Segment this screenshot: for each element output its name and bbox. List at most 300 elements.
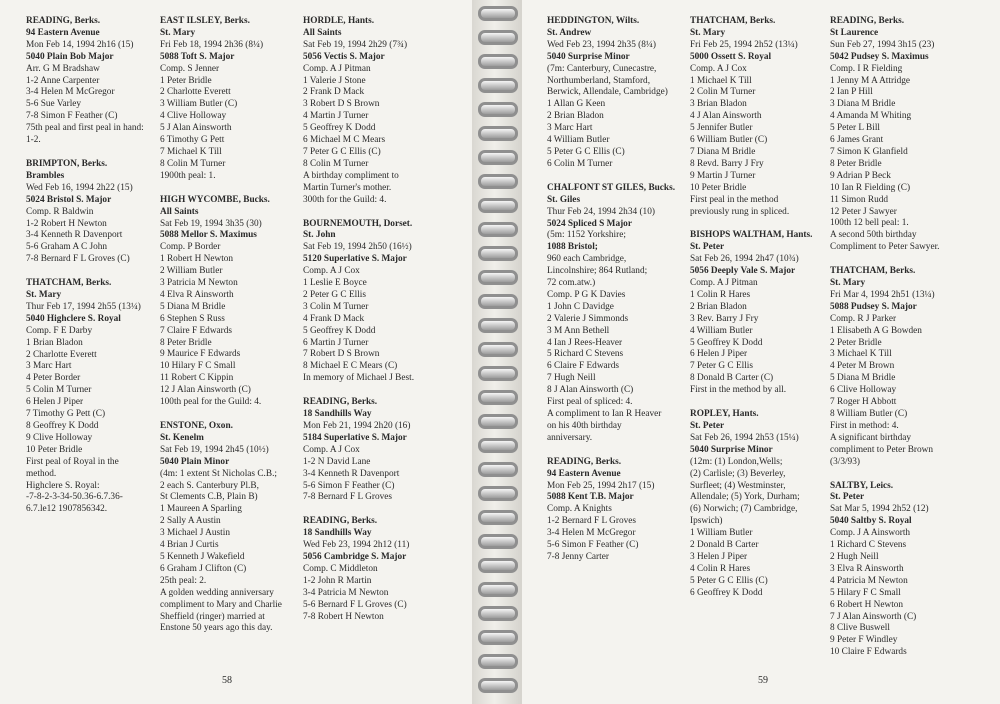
peal-line: St. John [303,230,336,241]
peal-line: 5 Geoffrey K Dodd [303,325,376,336]
peal-line: 5000 Ossett S. Royal [690,51,772,62]
peal-line: Northumberland, Stamford, [547,75,651,86]
peal-entry [690,409,828,600]
peal-line: 4 Colin R Hares [690,563,751,574]
peal-line: 5024 Spliced S Major [547,218,632,229]
binding-ring [478,486,518,501]
peal-line: St. Giles [547,194,581,205]
peal-line: Sat Feb 19, 1994 2h29 (7¾) [303,39,408,50]
peal-line: 7-8 Bernard F L Groves [303,492,392,503]
peal-line: 8 Clive Buswell [830,623,890,634]
peal-location: READING, Berks. [830,16,905,26]
peal-line: 5120 Superlative S. Major [303,254,407,265]
peal-line: 1 Leslie E Boyce [303,278,367,289]
peal-line: 2 William Butler [160,266,223,277]
peal-location: THATCHAM, Berks. [26,278,112,289]
peal-line: 6 Robert H Newton [830,599,904,610]
left-page [0,0,472,704]
peal-line: 3 Robert D S Brown [303,99,380,110]
peal-line: 4 William Butler [690,325,753,336]
peal-line: Berwick, Allendale, Cambridge) [547,87,668,98]
peal-entry [303,397,453,504]
peal-line: Mon Feb 21, 1994 2h20 (16) [303,421,411,431]
peal-line: 4 Clive Holloway [160,111,227,122]
binding-ring [478,342,518,357]
peal-entry [690,230,828,397]
peal-line: 5088 Kent T.B. Major [547,492,634,503]
peal-line: 7 Robert D S Brown [303,349,380,360]
peal-line: First peal of spliced: 4. [547,397,633,408]
peal-line: Fri Feb 18, 1994 2h36 (8¼) [160,39,264,50]
peal-line: Sat Feb 19, 1994 2h50 (16½) [303,242,412,253]
binding-ring [478,678,518,693]
peal-line: Ipswich) [690,516,723,527]
peal-line: 3 Elva R Ainsworth [830,563,904,574]
peal-line: Arr. G M Bradshaw [26,63,100,74]
binding-ring [478,510,518,525]
peal-line: 7-8 Bernard F L Groves (C) [26,254,130,265]
peal-line: (4m: 1 extent St Nicholas C.B.; [160,468,277,479]
binding-ring [478,414,518,429]
peal-line: 5 Kenneth J Wakefield [160,551,245,562]
peal-line: 7-8 Simon F Feather (C) [26,111,118,122]
peal-line: 6 Helen J Piper [690,349,748,360]
peal-line: 7 Simon K Glanfield [830,146,908,157]
peal-line: 3 Helen J Piper [690,551,748,562]
peal-location: ROPLEY, Hants. [690,409,759,420]
peal-line: 8 J Alan Ainsworth (C) [547,385,634,396]
peal-line: 2 Donald B Carter [690,540,759,551]
peal-column-6 [830,16,970,671]
peal-entry [160,16,300,183]
peal-line: 11 Robert C Kippin [160,373,234,384]
peal-line: Comp. P Border [160,242,221,253]
peal-location: HEDDINGTON, Wilts. [547,16,640,26]
peal-line: Sheffield (ringer) married at [160,611,265,622]
peal-line: 5088 Toft S. Major [160,51,235,62]
peal-line: 10 Ian R Fielding (C) [830,182,911,193]
peal-line: Comp. P G K Davies [547,289,626,300]
peal-location: READING, Berks. [303,397,378,408]
peal-line: 4 Amanda M Whiting [830,111,912,122]
peal-location: BISHOPS WALTHAM, Hants. [690,230,813,241]
peal-line: 10 Claire F Edwards [830,647,907,658]
peal-line: Comp. R Baldwin [26,206,94,217]
peal-line: 2 Charlotte Everett [160,87,231,98]
peal-line: Surfleet; (4) Westminster, [690,480,786,491]
peal-line: Comp. A J Pitman [303,63,371,74]
peal-line: 7-8 Robert H Newton [303,611,384,622]
peal-line: Brambles [26,170,65,181]
peal-line: 5 Diana M Bridle [160,301,226,312]
peal-entry [547,183,687,445]
peal-line: St Clements C.B, Plain B) [160,492,258,503]
peal-line: 3 Diana M Bridle [830,99,896,110]
peal-line: 8 Peter Bridle [830,158,882,169]
peal-line: Comp. J A Ainsworth [830,528,911,539]
peal-line: 1 Maureen A Sparling [160,504,242,515]
peal-line: First peal in the method [690,194,779,205]
peal-line: 9 Adrian P Beck [830,170,891,181]
peal-line: (12m: (1) London,Wells; [690,456,783,467]
peal-line: 1 Brian Bladon [26,337,83,348]
peal-line: 1 Jenny M A Attridge [830,75,911,86]
peal-line: 10 Peter Bridle [690,182,747,193]
peal-line: Fri Feb 25, 1994 2h52 (13¼) [690,39,798,50]
peal-line: 3 Michael J Austin [160,528,230,539]
peal-line: 5-6 Bernard F L Groves (C) [303,599,407,610]
peal-line: 25th peal: 2. [160,575,207,586]
peal-line: 6 William Butler (C) [690,135,768,146]
binding-ring [478,150,518,165]
peal-line: 8 William Butler (C) [830,409,908,419]
peal-line: 3 Brian Bladon [690,99,747,110]
peal-line: 960 each Cambridge, [547,254,627,265]
peal-line: 3 Michael K Till [830,349,892,360]
peal-entry [690,16,828,218]
peal-line: 1-2 Robert H Newton [26,218,107,229]
peal-line: Lincolnshire; 864 Rutland; [547,266,648,277]
peal-line: 1-2 John R Martin [303,575,372,586]
peal-line: 100th 12 bell peal: 1. [830,218,909,229]
peal-column-4 [547,16,687,576]
peal-line: 6 Helen J Piper [26,397,84,408]
peal-column-2 [160,16,300,647]
peal-line: A significant birthday [830,432,912,443]
peal-line: 8 Michael E C Mears (C) [303,361,398,372]
peal-entry [830,266,970,468]
peal-line: 2 Valerie J Simmonds [547,313,629,324]
peal-line: All Saints [160,206,199,217]
peal-line: compliment to Mary and Charlie [160,599,282,610]
peal-location: READING, Berks. [26,16,101,26]
peal-line: Allendale; (5) York, Durham; [690,492,800,503]
peal-line: St. Mary [690,27,726,38]
peal-line: 100th peal for the Guild: 4. [160,397,262,408]
peal-line: 5 Geoffrey K Dodd [690,337,763,348]
peal-line: 5056 Cambridge S. Major [303,552,407,563]
peal-line: A compliment to Ian R Heaver [547,409,662,419]
peal-line: 6 Graham J Clifton (C) [160,563,247,574]
peal-line: 4 Ian J Rees-Heaver [547,337,623,348]
peal-line: Comp. A J Cox [303,444,360,455]
binding-ring [478,270,518,285]
peal-line: 7 Claire F Edwards [160,325,233,336]
peal-line: 5 Peter G C Ellis (C) [690,575,768,586]
peal-line: Comp. F E Darby [26,325,93,336]
peal-line: 1-2 Bernard F L Groves [547,516,636,527]
peal-line: 1-2 Anne Carpenter [26,75,100,86]
peal-line: 1 Peter Bridle [160,75,212,86]
peal-line: 4 Peter M Brown [830,361,895,372]
peal-line: 5 J Alan Ainsworth [160,123,232,134]
peal-line: Wed Feb 23, 1994 2h12 (11) [303,540,410,551]
peal-line: 11 Simon Rudd [830,194,889,205]
peal-line: 5088 Pudsey S. Major [830,301,917,312]
peal-line: 12 Peter J Sawyer [830,206,897,217]
peal-line: 300th for the Guild: 4. [303,194,387,205]
binding-ring [478,246,518,261]
peal-line: 3 M Ann Bethell [547,325,610,336]
peal-line: 1 Michael K Till [690,75,752,86]
peal-location: READING, Berks. [303,516,378,527]
peal-line: 1 Robert H Newton [160,254,234,265]
peal-line: 18 Sandhills Way [303,409,372,420]
peal-line: 2 Brian Bladon [547,111,604,122]
peal-line: 3-4 Helen M McGregor [26,87,115,98]
peal-line: Mon Feb 25, 1994 2h17 (15) [547,480,655,491]
peal-line: Wed Feb 16, 1994 2h22 (15) [26,182,133,193]
binding-ring [478,390,518,405]
peal-line: 6 Michael M C Mears [303,135,386,146]
peal-line: on his 40th birthday [547,420,622,431]
peal-location: HIGH WYCOMBE, Bucks. [160,194,270,205]
binding-ring [478,582,518,597]
peal-line: 3-4 Patricia M Newton [303,587,389,598]
peal-line: 75th peal and first peal in hand: [26,123,144,134]
peal-line: Comp. I R Fielding [830,63,903,74]
peal-line: St. Kenelm [160,432,204,443]
peal-line: 72 com.atw.) [547,278,596,289]
peal-line: 5042 Pudsey S. Maximus [830,51,929,62]
peal-line: First in method: 4. [830,420,899,431]
peal-line: 5040 Saltby S. Royal [830,516,912,527]
peal-line: Highclere S. Royal: [26,480,100,491]
peal-line: 7 J Alan Ainsworth (C) [830,611,917,622]
peal-line: St. Peter [690,242,725,253]
binding-ring [478,54,518,69]
binding-ring [478,534,518,549]
peal-line: 2 Sally A Austin [160,516,221,527]
peal-line: 1 William Butler [690,528,753,539]
peal-line: 3 William Butler (C) [160,99,238,110]
binding-ring [478,606,518,621]
peal-line: Comp. S Jenner [160,63,220,74]
peal-line: Martin Turner's mother. [303,182,392,193]
peal-line: Sat Feb 26, 1994 2h53 (15¼) [690,432,799,443]
peal-line: 6 Colin M Turner [547,158,613,169]
peal-line: -7-8-2-3-34-50.36-6.7.36- [26,492,123,503]
peal-line: St. Mary [830,278,866,289]
peal-line: 5 Geoffrey K Dodd [303,123,376,134]
peal-entry [303,16,453,207]
binding-ring [478,462,518,477]
peal-line: 8 Geoffrey K Dodd [26,421,99,431]
peal-line: 5-6 Simon F Feather (C) [303,480,395,491]
peal-line: St Laurence [830,27,879,38]
peal-line: 7 Michael K Till [160,146,222,157]
peal-entry [26,16,156,147]
peal-column-5 [690,16,828,612]
peal-line: St. Mary [26,290,62,301]
peal-line: 1-2 N David Lane [303,456,371,467]
peal-line: St. Andrew [547,27,592,38]
peal-line: 4 Frank D Mack [303,313,365,324]
peal-line: (5m: 1152 Yorkshire; [547,230,626,241]
peal-entry [26,159,156,266]
peal-line: 6 James Grant [830,135,884,146]
peal-line: 8 Peter Bridle [160,337,212,348]
peal-line: 9 Maurice F Edwards [160,349,241,360]
peal-line: previously rung in spliced. [690,206,790,217]
peal-line: St. Mary [160,27,196,38]
peal-line: 1 Elisabeth A G Bowden [830,325,922,336]
peal-line: 5 Jennifer Butler [690,123,753,134]
peal-line: 5040 Surprise Minor [547,51,630,62]
binding-ring [478,438,518,453]
peal-location: EAST ILSLEY, Berks. [160,16,250,26]
peal-location: THATCHAM, Berks. [690,16,776,26]
peal-line: 5056 Deeply Vale S. Major [690,266,796,277]
peal-line: anniversary. [547,432,593,443]
peal-line: Comp. A J Pitman [690,278,758,289]
peal-line: method. [26,468,57,479]
peal-line: 3 Rev. Barry J Fry [690,313,759,324]
peal-line: 2 Peter Bridle [830,337,882,348]
peal-line: First peal of Royal in the [26,456,119,467]
binding-ring [478,630,518,645]
peal-line: 8 Colin M Turner [160,158,226,169]
peal-line: 7 Timothy G Pett (C) [26,409,106,420]
peal-line: 6 Clive Holloway [830,385,897,396]
peal-line: 5 Colin M Turner [26,385,92,396]
peal-line: 4 Martin J Turner [303,111,369,122]
peal-line: 1 Allan G Keen [547,99,606,110]
binding-ring [478,222,518,237]
peal-line: 5-6 Graham A C John [26,242,108,253]
binding-ring [478,78,518,93]
peal-line: 5040 Plain Minor [160,456,230,467]
peal-column-3 [303,16,453,636]
peal-line: 94 Eastern Avenue [547,468,621,479]
peal-location: THATCHAM, Berks. [830,266,916,277]
peal-column-1 [26,16,156,528]
peal-line: 3-4 Kenneth R Davenport [303,468,400,479]
peal-line: 6 Timothy G Pett [160,135,225,146]
peal-line: 7 Roger H Abbott [830,397,897,408]
peal-line: Sun Feb 27, 1994 3h15 (23) [830,39,935,50]
peal-line: 10 Hilary F C Small [160,361,236,372]
peal-location: ENSTONE, Oxon. [160,421,233,431]
peal-line: 12 J Alan Ainsworth (C) [160,385,251,396]
binding-ring [478,126,518,141]
peal-line: 7 Diana M Bridle [690,146,756,157]
peal-line: 1 Valerie J Stone [303,75,366,86]
peal-line: 7-8 Jenny Carter [547,551,609,562]
peal-line: 5 Peter G C Ellis (C) [547,146,625,157]
peal-line: 8 Donald B Carter (C) [690,373,774,384]
peal-line: 6 Geoffrey K Dodd [690,587,763,598]
peal-line: A second 50th birthday [830,230,917,241]
peal-line: 1088 Bristol; [547,242,598,253]
peal-line: 1900th peal: 1. [160,170,216,181]
peal-line: (7m: Canterbury, Cunecastre, [547,63,657,74]
peal-line: Comp. C Middleton [303,563,378,574]
binding-ring [478,174,518,189]
peal-line: Sat Feb 26, 1994 2h47 (10¾) [690,254,799,265]
peal-line: 5 Peter L Bill [830,123,881,134]
peal-location: READING, Berks. [547,456,622,467]
peal-line: 4 Patricia M Newton [830,575,908,586]
peal-line: 2 Charlotte Everett [26,349,97,360]
peal-line: 5184 Superlative S. Major [303,432,407,443]
peal-line: Comp. A J Cox [303,266,360,277]
peal-location: SALTBY, Leics. [830,480,894,491]
peal-line: 2 Brian Bladon [690,301,747,312]
peal-line: 2 Colin M Turner [690,87,756,98]
peal-line: 5088 Mellor S. Maximus [160,230,257,241]
peal-line: 94 Eastern Avenue [26,27,100,38]
right-page [522,0,1000,704]
peal-line: 2 Frank D Mack [303,87,365,98]
peal-line: Comp. R J Parker [830,313,897,324]
peal-entry [830,481,970,660]
binding-ring [478,30,518,45]
peal-line: 2 Ian P Hill [830,87,873,98]
peal-line: Fri Mar 4, 1994 2h51 (13¼) [830,289,935,300]
peal-line: A birthday compliment to [303,170,399,181]
peal-line: Wed Feb 23, 1994 2h35 (8¼) [547,39,656,50]
peal-line: 5-6 Sue Varley [26,99,82,110]
peal-entry [303,219,453,386]
peal-line: 5056 Vectis S. Major [303,51,385,62]
peal-line: 3 Colin M Turner [303,301,369,312]
peal-line: 8 Colin M Turner [303,158,369,169]
peal-line: 2 Hugh Neill [830,551,879,562]
peal-line: 3-4 Kenneth R Davenport [26,230,123,241]
peal-entry [303,516,453,623]
peal-line: 6 Martin J Turner [303,337,369,348]
peal-line: 18 Sandhills Way [303,528,372,539]
peal-line: 7 Hugh Neill [547,373,596,384]
binding-ring [478,654,518,669]
peal-line: In memory of Michael J Best. [303,373,415,384]
peal-line: St. Peter [690,421,725,431]
peal-line: 3 Patricia M Newton [160,278,238,289]
peal-line: Compliment to Peter Sawyer. [830,242,940,253]
peal-line: (6) Norwich; (7) Cambridge, [690,504,798,515]
peal-line: 5040 Surprise Minor [690,444,773,455]
peal-line: 5 Richard C Stevens [547,349,624,360]
peal-line: Sat Mar 5, 1994 2h52 (12) [830,504,929,515]
peal-location: CHALFONT ST GILES, Bucks. [547,182,676,193]
peal-line: All Saints [303,27,342,38]
binding-ring [478,198,518,213]
peal-line: 3-4 Helen M McGregor [547,528,636,539]
peal-entry [547,457,687,564]
peal-line: 8 Revd. Barry J Fry [690,158,764,169]
peal-line: Comp. A Knights [547,504,612,515]
peal-line: First in the method by all. [690,385,787,396]
peal-line: 10 Peter Bridle [26,444,83,455]
peal-line: 4 Brian J Curtis [160,540,219,551]
peal-line: 7 Peter G C Ellis (C) [303,146,381,157]
peal-line: (2) Carlisle; (3) Beverley, [690,468,786,479]
peal-line: 5040 Highclere S. Royal [26,313,121,324]
binding-ring [478,102,518,117]
peal-line: 9 Martin J Turner [690,170,756,181]
peal-line: compliment to Peter Brown [830,444,934,455]
peal-line: 4 Elva R Ainsworth [160,289,234,300]
peal-location: BOURNEMOUTH, Dorset. [303,218,413,229]
page-number-right: 59 [758,675,768,686]
binding-ring [478,6,518,21]
peal-line: 3 Marc Hart [26,361,72,372]
peal-line: 1-2. [26,135,41,146]
peal-line: Comp. A J Cox [690,63,747,74]
peal-line: Thur Feb 17, 1994 2h55 (13¼) [26,301,141,312]
peal-line: Mon Feb 14, 1994 2h16 (15) [26,39,134,50]
